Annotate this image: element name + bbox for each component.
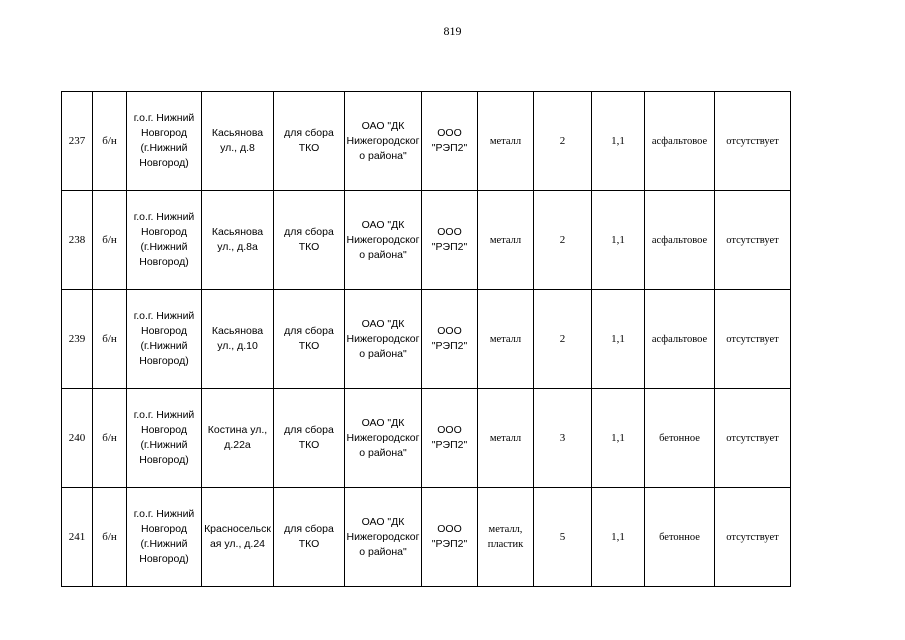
table-body	[62, 92, 791, 587]
cell-surface: асфальтовое	[645, 92, 715, 191]
cell-fence: отсутствует	[715, 389, 791, 488]
cell-operator: ООО "РЭП2"	[422, 389, 478, 488]
table-row	[62, 92, 791, 191]
cell-address: Касьянова ул., д.10	[202, 290, 274, 389]
cell-material: металл, пластик	[478, 488, 534, 587]
cell-address: Красносельская ул., д.24	[202, 488, 274, 587]
table-row	[62, 488, 791, 587]
cell-volume: 1,1	[592, 290, 645, 389]
cell-mark: б/н	[93, 290, 127, 389]
cell-owner: ОАО "ДК Нижегородского района"	[345, 191, 422, 290]
cell-surface: бетонное	[645, 389, 715, 488]
cell-address: Касьянова ул., д.8	[202, 92, 274, 191]
cell-address: Костина ул., д.22а	[202, 389, 274, 488]
page-number: 819	[443, 24, 462, 38]
cell-material: металл	[478, 191, 534, 290]
cell-operator: ООО "РЭП2"	[422, 488, 478, 587]
cell-locality: г.о.г. Нижний Новгород (г.Нижний Новгород)	[127, 389, 202, 488]
table-row	[62, 389, 791, 488]
cell-owner: ОАО "ДК Нижегородского района"	[345, 92, 422, 191]
cell-number: 239	[62, 290, 93, 389]
container-sites-table	[61, 91, 791, 587]
cell-locality: г.о.г. Нижний Новгород (г.Нижний Новгород)	[127, 488, 202, 587]
cell-number: 240	[62, 389, 93, 488]
cell-purpose: для сбора ТКО	[274, 290, 345, 389]
cell-owner: ОАО "ДК Нижегородского района"	[345, 488, 422, 587]
cell-operator: ООО "РЭП2"	[422, 191, 478, 290]
cell-fence: отсутствует	[715, 290, 791, 389]
cell-surface: асфальтовое	[645, 191, 715, 290]
table-row	[62, 290, 791, 389]
cell-mark: б/н	[93, 92, 127, 191]
cell-material: металл	[478, 92, 534, 191]
cell-number: 241	[62, 488, 93, 587]
table-row	[62, 191, 791, 290]
cell-material: металл	[478, 290, 534, 389]
cell-address: Касьянова ул., д.8а	[202, 191, 274, 290]
cell-purpose: для сбора ТКО	[274, 488, 345, 587]
cell-volume: 1,1	[592, 191, 645, 290]
cell-operator: ООО "РЭП2"	[422, 290, 478, 389]
cell-material: металл	[478, 389, 534, 488]
cell-fence: отсутствует	[715, 92, 791, 191]
cell-mark: б/н	[93, 488, 127, 587]
cell-purpose: для сбора ТКО	[274, 92, 345, 191]
cell-count: 2	[534, 191, 592, 290]
cell-count: 2	[534, 290, 592, 389]
cell-surface: бетонное	[645, 488, 715, 587]
cell-volume: 1,1	[592, 488, 645, 587]
cell-owner: ОАО "ДК Нижегородского района"	[345, 290, 422, 389]
cell-fence: отсутствует	[715, 191, 791, 290]
cell-owner: ОАО "ДК Нижегородского района"	[345, 389, 422, 488]
cell-count: 3	[534, 389, 592, 488]
cell-count: 2	[534, 92, 592, 191]
cell-purpose: для сбора ТКО	[274, 191, 345, 290]
cell-surface: асфальтовое	[645, 290, 715, 389]
cell-purpose: для сбора ТКО	[274, 389, 345, 488]
cell-locality: г.о.г. Нижний Новгород (г.Нижний Новгород)	[127, 92, 202, 191]
cell-mark: б/н	[93, 191, 127, 290]
cell-count: 5	[534, 488, 592, 587]
cell-number: 238	[62, 191, 93, 290]
cell-volume: 1,1	[592, 389, 645, 488]
cell-locality: г.о.г. Нижний Новгород (г.Нижний Новгород)	[127, 290, 202, 389]
cell-locality: г.о.г. Нижний Новгород (г.Нижний Новгород)	[127, 191, 202, 290]
cell-mark: б/н	[93, 389, 127, 488]
cell-fence: отсутствует	[715, 488, 791, 587]
cell-number: 237	[62, 92, 93, 191]
cell-operator: ООО "РЭП2"	[422, 92, 478, 191]
cell-volume: 1,1	[592, 92, 645, 191]
